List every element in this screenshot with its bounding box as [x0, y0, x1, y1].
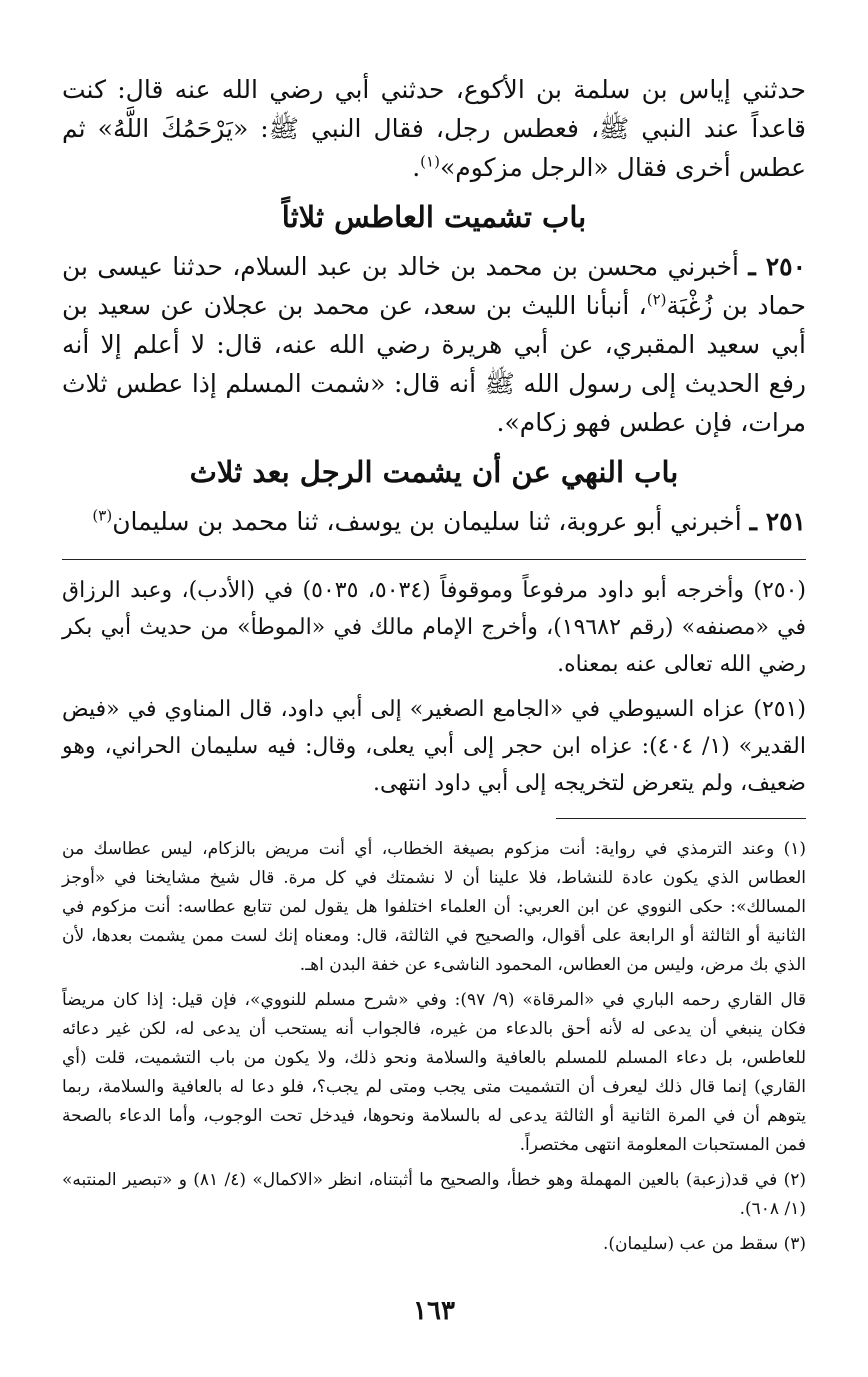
note-251: (٢٥١) عزاه السيوطي في «الجامع الصغير» إلى أبي داود، قال المناوي في «فيض القدير» (١/ ٤٠٤): عزاه ابن حجر إلى أبي يعلى، وقال: فيه سليمان الحراني، وهو ضعيف، ولم يتعرض لتخريجه إلى أبي داود انتهى. — [62, 697, 806, 796]
section-heading-prohibition: باب النهي عن أن يشمت الرجل بعد ثلاث — [189, 455, 679, 489]
hadith-number-250: ٢٥٠ ـ — [748, 252, 807, 281]
page-number: ١٦٣ — [413, 1296, 455, 1326]
footnote-1: (١) وعند الترمذي في رواية: أنت مزكوم بصيغة الخطاب، أي أنت مريض بالزكام، ليس عطاسك من العطاس الذي يكون عادة للنشاط، فلا علينا أن لا نشمتك في كل مرة. قال شيخ مشايخنا في «أوجز المسالك»: حكى النووي عن ابن العربي: أن العلماء اختلفوا هل يقول لمن تتابع عطاسه: أنت مزكوم في الثانية أو الثالثة أو الرابعة على أقوال، والصحيح في الثالثة، قال: ومعناه إنك لست ممن يشمت بعدها، لأن الذي بك مرض، وليس من العطاس، المحمود الناشىء عن خفة البدن اهـ. — [62, 839, 806, 975]
footnote-ref-1: (١) — [420, 152, 440, 171]
intro-text: حدثني إياس بن سلمة بن الأكوع، حدثني أبي رضي الله عنه قال: كنت قاعداً عند النبي ﷺ، فعطس رجل، فقال النبي ﷺ: «يَرْحَمُكَ اللَّهُ» ثم عطس أخرى فقال «الرجل مزكوم» — [62, 75, 806, 182]
hadith-250-text-b: ، أنبأنا الليث بن سعد، عن محمد بن عجلان عن سعيد بن أبي سعيد المقبري، عن أبي هريرة رضي الله عنه، قال: لا أعلم إلا أنه رفع الحديث إلى رسول الله ﷺ أنه قال: «شمت المسلم إذا عطس ثلاث مرات، فإن عطس فهو زكام». — [62, 291, 806, 437]
footnotes-divider — [556, 818, 806, 819]
section-heading-sneeze-three: باب تشميت العاطس ثلاثاً — [281, 200, 587, 234]
hadith-251 — [62, 502, 806, 541]
footnote-1-continued: قال القاري رحمه الباري في «المرقاة» (٩/ ٩٧): وفي «شرح مسلم للنووي»، فإن قيل: إذا كان مريضاً فكان ينبغي أن يدعى له لأنه أحق بالدعاء من غيره، فالجواب أنه يستحب أن يدعى له، لكن غير دعائه للعاطس، بل دعاء المسلم للمسلم بالعافية والسلامة ونحو ذلك، ولا يكون من باب التشميت، قلت (أي القاري) إنما قال ذلك ليعرف أن التشميت متى يجب ومتى لم يجب؟، فلو دعا له بالعافية والسلامة، ربما يتوهم أن في المرة الثانية أو الثالثة يدعى له بالسلامة ونحوها، فيدخل تحت الوجوب، وأما الدعاء بالصحة فمن المستحبات المعلومة انتهى مختصراً. — [62, 990, 807, 1155]
note-250: (٢٥٠) وأخرجه أبو داود مرفوعاً وموقوفاً (٥٠٣٤، ٥٠٣٥) في (الأدب)، وعبد الرزاق في «مصنفه» (رقم ١٩٦٨٢)، وأخرج الإمام مالك في «الموطأ» من حديث أبي بكر رضي الله تعالى عنه بمعناه. — [62, 578, 807, 677]
footnote-2: (٢) في قد(زعبة) بالعين المهملة وهو خطأ، والصحيح ما أثبتناه، انظر «الاكمال» (٤/ ٨١) و «تبصير المنتبه» (١/ ٦٠٨). — [62, 1170, 807, 1219]
footnote-3: (٣) سقط من عب (سليمان). — [602, 1234, 806, 1254]
book-page — [62, 70, 806, 1265]
footnote-ref-3: (٣) — [92, 506, 113, 525]
hadith-250-text-a: أخبرني محسن بن محمد بن خالد بن عبد السلام، حدثنا عيسى بن حماد بن زُغْبَة — [62, 252, 806, 320]
hadith-number-251: ٢٥١ ـ — [749, 507, 806, 536]
takhrij-notes — [62, 572, 806, 802]
notes-divider — [62, 559, 806, 560]
footnote-ref-2: (٢) — [646, 290, 667, 309]
footnotes — [62, 835, 806, 1259]
intro-end: . — [412, 153, 421, 182]
intro-paragraph — [62, 70, 806, 187]
hadith-250 — [62, 247, 806, 442]
hadith-251-text: أخبرني أبو عروبة، ثنا سليمان بن يوسف، ثنا محمد بن سليمان — [112, 507, 742, 536]
